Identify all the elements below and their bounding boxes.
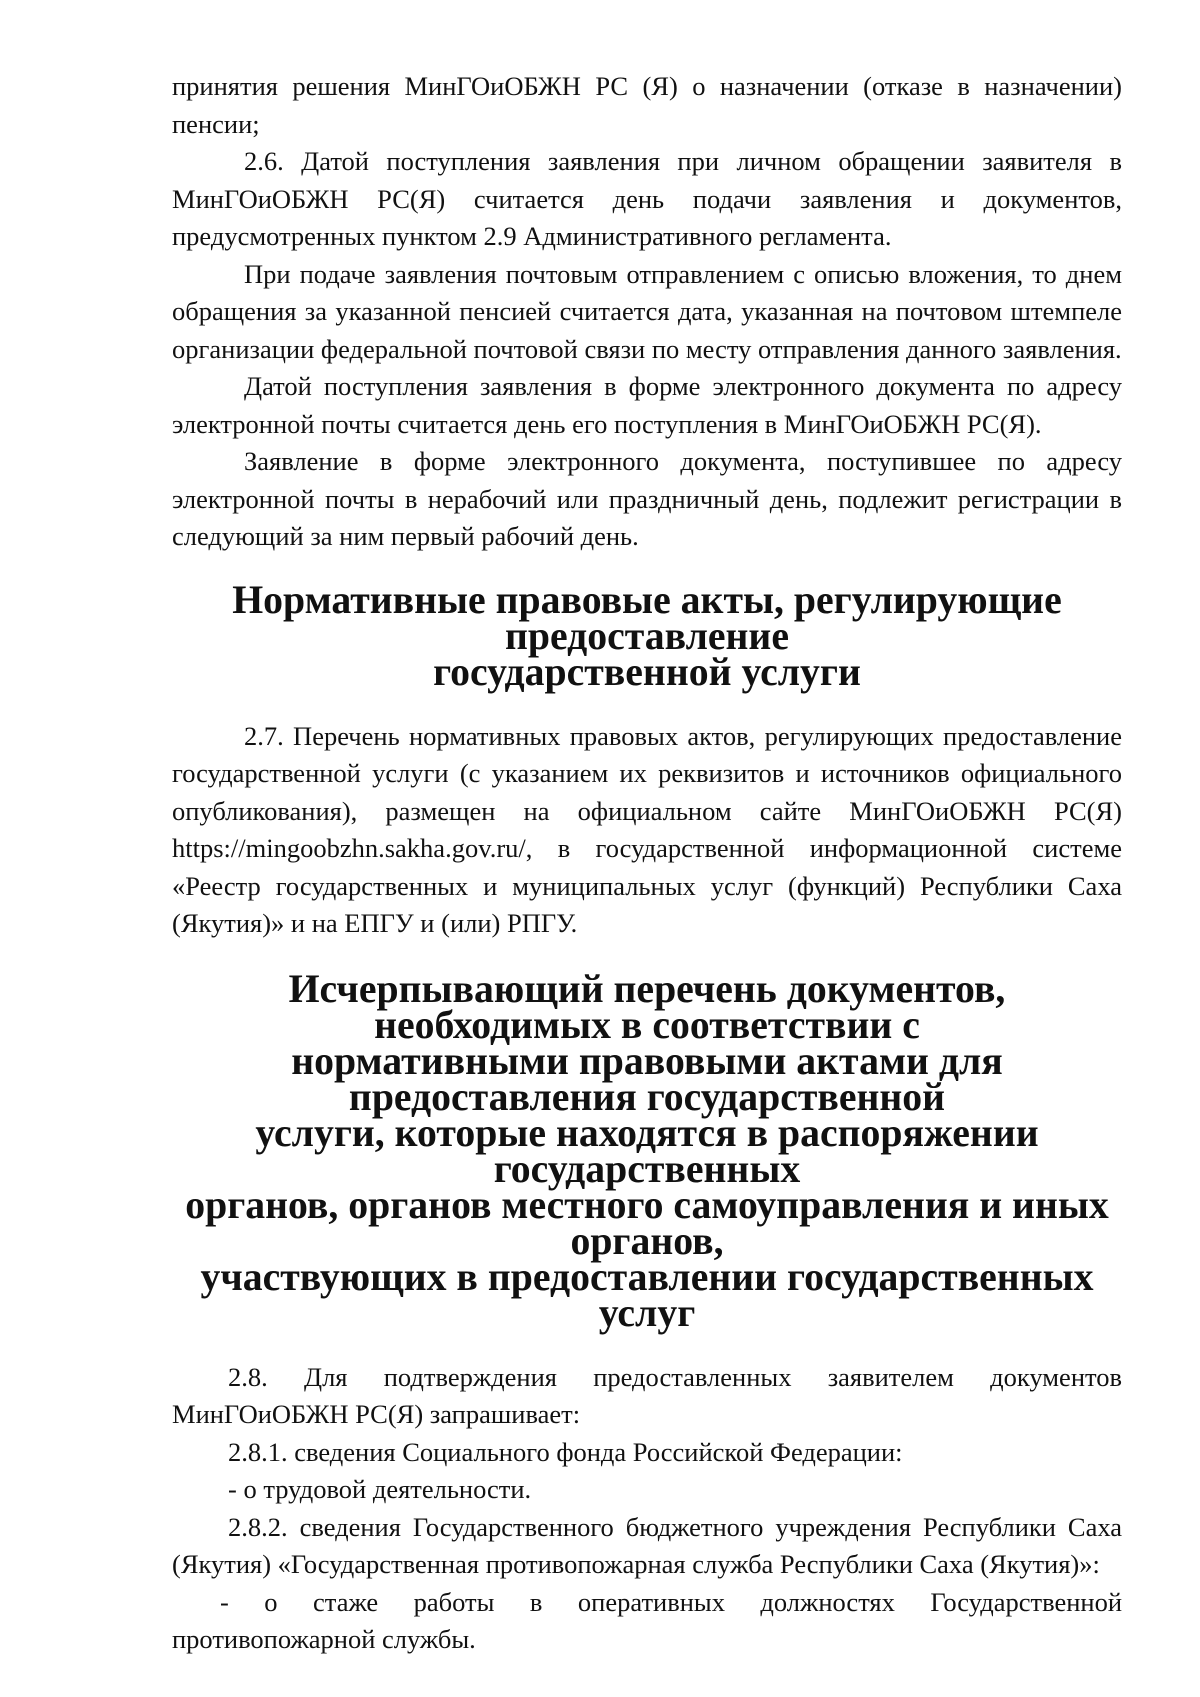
paragraph-electronic-receipt: Датой поступления заявления в форме электронного документа по адресу электронной почты считается день его поступления в МинГОиОБЖН РС(Я). bbox=[172, 371, 1122, 439]
list-item-labor-activity: - о трудовой деятельности. bbox=[228, 1474, 532, 1504]
paragraph-2-8: 2.8. Для подтверждения предоставленных заявителем документов МинГОиОБЖН РС(Я) запрашивает: bbox=[172, 1361, 1122, 1429]
heading-line: государственной услуги bbox=[433, 649, 861, 694]
paragraph-2-7: 2.7. Перечень нормативных правовых актов, регулирующих предоставление государственной услуги (с указанием их реквизитов и источников официального опубликования), размещен на официальном сайте МинГОиОБЖН РС(Я) https://mingoobzhn.sakha.gov.ru/, в государственной информационной системе «Реестр государственных и муниципальных услуг (функций) Республики Саха (Якутия)» и на ЕПГУ и (или) РПГУ. bbox=[172, 720, 1122, 938]
paragraph-non-working-day: Заявление в форме электронного документа, поступившее по адресу электронной почты в нерабочий или праздничный день, подлежит регистрации в следующий за ним первый рабочий день. bbox=[172, 446, 1122, 551]
document-page bbox=[172, 68, 1122, 1659]
section-heading-normative-acts bbox=[172, 577, 1122, 694]
heading-line: услуги, которые находятся в распоряжении государственных bbox=[255, 1110, 1039, 1191]
heading-line: Исчерпывающий перечень документов, необходимых в соответствии с bbox=[288, 966, 1006, 1047]
list-item-service-record: - о стаже работы в оперативных должностях Государственной противопожарной службы. bbox=[172, 1586, 1122, 1654]
paragraph-pension-decision: принятия решения МинГОиОБЖН РС (Я) о назначении (отказе в назначении) пенсии; bbox=[172, 71, 1122, 139]
paragraph-2-8-2: 2.8.2. сведения Государственного бюджетного учреждения Республики Саха (Якутия) «Государственная противопожарная служба Республики Саха (Якутия)»: bbox=[172, 1511, 1122, 1579]
paragraph-postal-submission: При подаче заявления почтовым отправлением с описью вложения, то днем обращения за указанной пенсией считается дата, указанная на почтовом штемпеле организации федеральной почтовой связи по месту отправления данного заявления. bbox=[172, 258, 1122, 364]
heading-line: участвующих в предоставлении государственных услуг bbox=[200, 1254, 1094, 1335]
heading-line: органов, органов местного самоуправления и иных органов, bbox=[185, 1182, 1109, 1263]
heading-line: Нормативные правовые акты, регулирующие предоставление bbox=[232, 577, 1062, 658]
paragraph-2-6: 2.6. Датой поступления заявления при личном обращении заявителя в МинГОиОБЖН РС(Я) считается день подачи заявления и документов, предусмотренных пунктом 2.9 Административного регламента. bbox=[172, 146, 1122, 251]
heading-line: нормативными правовыми актами для предоставления государственной bbox=[291, 1038, 1003, 1119]
paragraph-2-8-1: 2.8.1. сведения Социального фонда Российской Федерации: bbox=[228, 1436, 903, 1467]
section-heading-document-list bbox=[172, 966, 1122, 1335]
